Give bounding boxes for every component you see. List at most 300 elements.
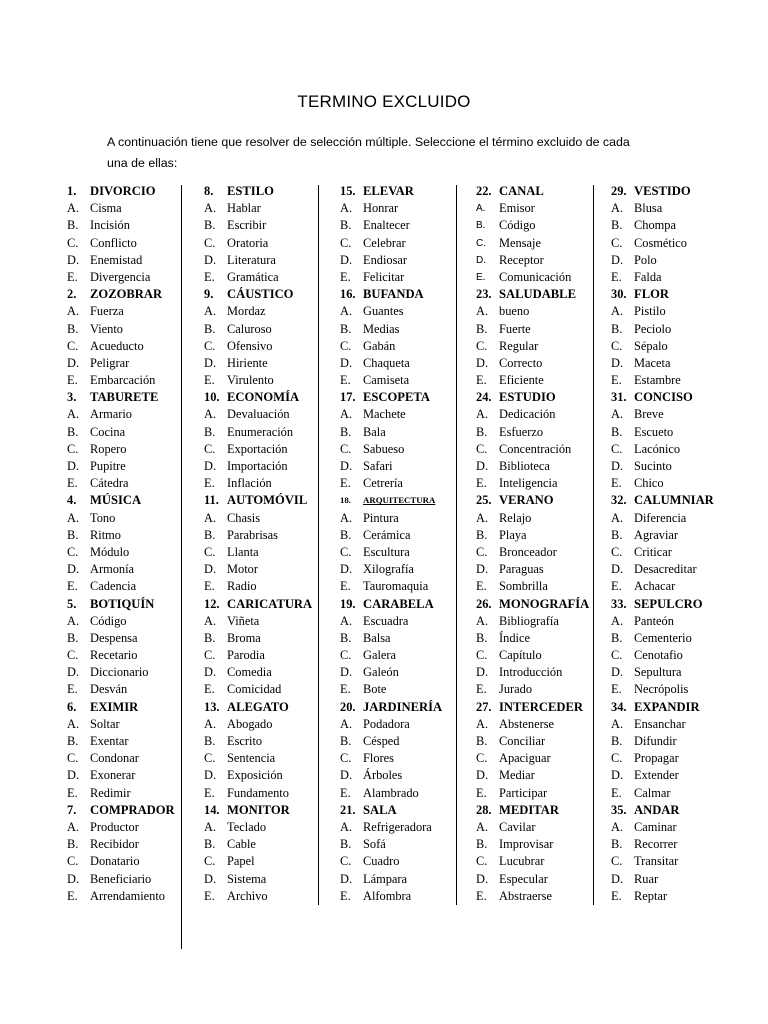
question-number: 8. — [204, 184, 214, 198]
option-text: Escueto — [634, 424, 674, 439]
option-text: Propagar — [634, 751, 679, 766]
option-text: Xilografía — [363, 562, 414, 577]
answer-option — [67, 321, 175, 338]
option-text: Extender — [634, 768, 679, 783]
option-text: Gabán — [363, 338, 396, 353]
option-text: Maceta — [634, 355, 671, 370]
question-heading — [204, 183, 312, 200]
option-letter: A. — [67, 716, 80, 731]
option-letter: B. — [340, 734, 352, 748]
question-number: 6. — [67, 699, 77, 714]
question-heading — [340, 802, 442, 819]
instructions-line-2: una de ellas: — [107, 156, 178, 170]
answer-option — [611, 252, 714, 269]
question-column-3 — [340, 183, 442, 905]
option-text: Conflicto — [90, 235, 137, 250]
instructions-line-1: A continuación tiene que resolver de selección múltiple. Seleccione el término excluido de cada — [107, 135, 630, 149]
question-word: ESTILO — [227, 184, 274, 198]
option-text: Machete — [363, 407, 406, 422]
option-letter: A. — [476, 510, 489, 525]
question-heading — [476, 596, 589, 613]
option-text: Motor — [227, 562, 258, 577]
answer-option — [204, 269, 312, 286]
option-text: Gramática — [227, 269, 279, 284]
question-word: EXIMIR — [90, 699, 139, 714]
option-text: Pupitre — [90, 459, 126, 473]
option-letter: C. — [204, 751, 216, 766]
question-number: 14. — [204, 802, 220, 817]
question-heading — [340, 389, 442, 406]
option-text: Sentencia — [227, 751, 276, 766]
option-letter: D. — [67, 665, 80, 680]
option-text: Escribir — [227, 218, 267, 233]
question-word: EXPANDIR — [634, 699, 700, 714]
option-letter: A. — [67, 819, 80, 834]
question-number: 7. — [67, 802, 77, 817]
option-letter: A. — [204, 819, 217, 834]
answer-option — [611, 836, 714, 853]
column-divider — [181, 185, 182, 949]
option-letter: E. — [67, 476, 78, 491]
question-heading — [204, 699, 312, 716]
option-letter: D. — [204, 459, 217, 473]
question-number: 23. — [476, 287, 492, 302]
option-letter: A. — [340, 819, 353, 834]
question-number: 20. — [340, 699, 356, 714]
answer-option — [476, 269, 589, 286]
option-text: Arrendamiento — [90, 888, 166, 903]
answer-option — [67, 836, 175, 853]
option-letter: A. — [204, 201, 217, 216]
option-text: Abstenerse — [499, 716, 555, 731]
answer-option — [67, 750, 175, 767]
option-text: Bala — [363, 424, 386, 439]
option-text: Galeón — [363, 665, 399, 680]
answer-option — [340, 475, 442, 492]
question-heading — [476, 183, 589, 200]
option-text: Cenotafio — [634, 648, 683, 663]
option-letter: D. — [67, 252, 80, 267]
option-letter: E. — [67, 682, 78, 697]
option-text: Celebrar — [363, 235, 406, 250]
answer-option — [204, 544, 312, 561]
option-text: Introducción — [499, 665, 563, 680]
option-letter: D. — [476, 254, 486, 266]
option-letter: A. — [204, 613, 217, 628]
question-heading — [340, 286, 442, 303]
question-heading — [67, 286, 175, 303]
option-text: Chasis — [227, 510, 261, 525]
option-letter: C. — [67, 441, 79, 456]
option-letter: D. — [204, 355, 217, 370]
answer-option — [67, 871, 175, 888]
option-text: Cetrería — [363, 476, 403, 491]
option-letter: C. — [476, 237, 486, 249]
option-text: Apaciguar — [499, 751, 551, 766]
answer-option — [476, 510, 589, 527]
option-text: Criticar — [634, 544, 672, 559]
question-number: 35. — [611, 802, 627, 817]
question-word: MÚSICA — [90, 493, 142, 508]
answer-option — [340, 647, 442, 664]
answer-option — [67, 441, 175, 458]
option-text: Código — [90, 613, 127, 628]
option-letter: B. — [204, 321, 216, 336]
answer-option — [476, 406, 589, 423]
answer-option — [340, 578, 442, 595]
answer-option — [67, 544, 175, 561]
option-letter: D. — [204, 562, 217, 577]
option-letter: A. — [611, 613, 624, 628]
option-letter: A. — [340, 510, 353, 525]
answer-option — [67, 664, 175, 681]
answer-option — [476, 441, 589, 458]
question-column-4 — [476, 183, 589, 905]
answer-option — [67, 269, 175, 286]
question-word: CALUMNIAR — [634, 493, 714, 508]
answer-option — [67, 613, 175, 630]
option-text: Improvisar — [499, 837, 554, 852]
option-letter: D. — [476, 665, 489, 680]
question-word: FLOR — [634, 287, 669, 302]
option-text: Endiosar — [363, 252, 408, 267]
answer-option — [340, 664, 442, 681]
option-letter: A. — [340, 716, 353, 731]
option-letter: E. — [204, 269, 215, 284]
option-text: Bronceador — [499, 544, 557, 559]
answer-option — [340, 630, 442, 647]
answer-option — [340, 888, 442, 905]
question-word: JARDINERÍA — [363, 699, 443, 714]
option-letter: D. — [611, 665, 624, 680]
question-word: MONOGRAFÍA — [499, 596, 590, 611]
option-text: Ofensivo — [227, 338, 273, 353]
option-text: Concentración — [499, 441, 572, 456]
option-letter: A. — [67, 613, 80, 628]
option-letter: E. — [611, 888, 622, 903]
answer-option — [340, 544, 442, 561]
option-text: Mordaz — [227, 304, 266, 319]
option-letter: B. — [611, 630, 623, 645]
option-letter: D. — [476, 768, 489, 783]
answer-option — [204, 871, 312, 888]
answer-option — [67, 406, 175, 423]
option-letter: C. — [67, 854, 79, 869]
question-column-1 — [67, 183, 175, 905]
answer-option — [340, 613, 442, 630]
option-letter: B. — [476, 321, 488, 336]
option-text: Fundamento — [227, 785, 289, 800]
option-letter: E. — [476, 579, 487, 594]
option-letter: E. — [611, 269, 622, 284]
answer-option — [340, 406, 442, 423]
option-letter: B. — [611, 424, 623, 439]
question-heading — [476, 699, 589, 716]
answer-option — [340, 819, 442, 836]
question-word: AUTOMÓVIL — [227, 493, 308, 508]
option-text: Chaqueta — [363, 355, 410, 370]
option-letter: A. — [476, 819, 489, 834]
option-letter: E. — [204, 579, 215, 594]
question-columns — [0, 183, 768, 953]
question-number: 22. — [476, 184, 492, 198]
answer-option — [67, 716, 175, 733]
answer-option — [67, 853, 175, 870]
option-text: Lámpara — [363, 871, 408, 886]
answer-option — [340, 441, 442, 458]
option-text: Especular — [499, 871, 548, 886]
answer-option — [67, 217, 175, 234]
option-text: Redimir — [90, 785, 131, 800]
option-letter: B. — [340, 424, 352, 439]
column-divider — [593, 185, 594, 905]
question-heading — [67, 183, 175, 200]
option-text: Cisma — [90, 201, 122, 216]
option-text: Escuadra — [363, 613, 409, 628]
question-word: ZOZOBRAR — [90, 287, 163, 302]
option-text: Lacónico — [634, 441, 681, 456]
option-letter: B. — [476, 527, 488, 542]
answer-option — [67, 235, 175, 252]
answer-option — [67, 647, 175, 664]
answer-option — [476, 303, 589, 320]
option-letter: C. — [476, 441, 488, 456]
answer-option — [340, 424, 442, 441]
option-letter: E. — [340, 785, 351, 800]
question-heading — [476, 389, 589, 406]
answer-option — [340, 235, 442, 252]
option-letter: D. — [340, 355, 353, 370]
answer-option — [476, 544, 589, 561]
option-text: Llanta — [227, 544, 259, 559]
option-text: Sucinto — [634, 459, 672, 473]
option-text: Índice — [499, 630, 530, 645]
answer-option — [67, 733, 175, 750]
answer-option — [476, 785, 589, 802]
question-number: 34. — [611, 699, 627, 714]
option-text: Tono — [90, 510, 116, 525]
question-number: 13. — [204, 699, 220, 714]
option-letter: A. — [340, 407, 353, 422]
option-text: Receptor — [499, 252, 544, 267]
option-text: Recibidor — [90, 837, 139, 852]
answer-option — [204, 785, 312, 802]
question-heading — [204, 492, 312, 509]
question-number: 31. — [611, 390, 627, 405]
option-letter: D. — [611, 768, 624, 783]
option-letter: E. — [476, 682, 487, 697]
option-letter: E. — [340, 269, 351, 284]
question-number: 3. — [67, 390, 77, 405]
question-number: 24. — [476, 390, 492, 405]
option-letter: B. — [204, 527, 216, 542]
answer-option — [611, 561, 714, 578]
option-text: Inflación — [227, 476, 272, 491]
answer-option — [340, 458, 442, 475]
option-letter: A. — [611, 716, 624, 731]
question-word: ALEGATO — [227, 699, 289, 714]
answer-option — [476, 613, 589, 630]
option-text: Estambre — [634, 373, 681, 388]
question-heading — [476, 286, 589, 303]
answer-option — [476, 424, 589, 441]
option-text: Safari — [363, 459, 393, 473]
option-text: Soltar — [90, 716, 120, 731]
option-text: Enemistad — [90, 252, 143, 267]
option-text: Flores — [363, 751, 394, 766]
question-word: CÁUSTICO — [227, 287, 294, 302]
answer-option — [204, 664, 312, 681]
option-letter: E. — [204, 476, 215, 491]
option-text: Beneficiario — [90, 871, 152, 886]
option-text: Importación — [227, 459, 288, 473]
option-letter: D. — [611, 355, 624, 370]
answer-option — [476, 716, 589, 733]
answer-option — [67, 372, 175, 389]
option-letter: B. — [67, 527, 79, 542]
option-text: Diccionario — [90, 665, 149, 680]
option-letter: A. — [67, 407, 80, 422]
option-letter: D. — [476, 871, 489, 886]
answer-option — [204, 200, 312, 217]
option-text: Recorrer — [634, 837, 678, 852]
option-text: Peciolo — [634, 321, 672, 336]
option-letter: D. — [611, 459, 624, 473]
answer-option — [611, 200, 714, 217]
question-heading — [67, 699, 175, 716]
question-heading — [67, 596, 175, 613]
question-word: ELEVAR — [363, 184, 414, 198]
answer-option — [204, 441, 312, 458]
option-letter: C. — [204, 854, 216, 869]
answer-option — [204, 733, 312, 750]
question-number: 32. — [611, 493, 627, 508]
answer-option — [204, 578, 312, 595]
answer-option — [611, 458, 714, 475]
question-heading — [611, 699, 714, 716]
answer-option — [340, 733, 442, 750]
option-text: Esfuerzo — [499, 424, 544, 439]
answer-option — [204, 647, 312, 664]
answer-option — [611, 578, 714, 595]
option-letter: E. — [340, 888, 351, 903]
option-letter: C. — [204, 648, 216, 663]
option-letter: C. — [204, 235, 216, 250]
answer-option — [67, 527, 175, 544]
option-letter: B. — [204, 424, 216, 439]
answer-option — [67, 200, 175, 217]
option-text: Camiseta — [363, 373, 410, 388]
option-text: Cable — [227, 837, 256, 852]
answer-option — [340, 785, 442, 802]
question-word: CANAL — [499, 184, 544, 198]
answer-option — [611, 441, 714, 458]
option-text: Armonía — [90, 562, 135, 577]
option-text: Paraguas — [499, 562, 544, 577]
question-number: 33. — [611, 596, 627, 611]
option-text: Exentar — [90, 734, 129, 748]
option-letter: C. — [67, 338, 79, 353]
option-text: Honrar — [363, 201, 399, 216]
answer-option — [611, 819, 714, 836]
option-letter: A. — [476, 304, 489, 319]
answer-option — [476, 561, 589, 578]
option-letter: C. — [340, 648, 352, 663]
answer-option — [476, 871, 589, 888]
answer-option — [204, 217, 312, 234]
option-text: Cosmético — [634, 235, 687, 250]
option-text: Mensaje — [499, 235, 541, 250]
question-word: ECONOMÍA — [227, 390, 300, 405]
option-text: Diferencia — [634, 510, 687, 525]
question-number: 19. — [340, 596, 356, 611]
option-text: Eficiente — [499, 373, 544, 388]
answer-option — [476, 853, 589, 870]
option-text: Archivo — [227, 888, 268, 903]
answer-option — [204, 716, 312, 733]
question-heading — [611, 183, 714, 200]
option-letter: D. — [204, 768, 217, 783]
answer-option — [611, 372, 714, 389]
option-text: bueno — [499, 304, 530, 319]
option-letter: D. — [204, 665, 217, 680]
option-text: Alfombra — [363, 888, 412, 903]
option-text: Sépalo — [634, 338, 668, 353]
option-text: Abstraerse — [499, 888, 552, 903]
answer-option — [67, 510, 175, 527]
option-text: Literatura — [227, 252, 276, 267]
question-word: DIVORCIO — [90, 184, 156, 198]
answer-option — [204, 458, 312, 475]
option-letter: C. — [340, 338, 352, 353]
answer-option — [476, 767, 589, 784]
option-letter: D. — [67, 871, 80, 886]
option-letter: E. — [67, 579, 78, 594]
answer-option — [611, 510, 714, 527]
answer-option — [340, 681, 442, 698]
option-letter: A. — [340, 201, 353, 216]
question-number: 26. — [476, 596, 492, 611]
question-word: SALUDABLE — [499, 287, 576, 302]
answer-option — [204, 252, 312, 269]
option-letter: A. — [204, 407, 217, 422]
option-text: Comicidad — [227, 682, 282, 697]
option-letter: B. — [476, 630, 488, 645]
option-letter: E. — [611, 476, 622, 491]
option-text: Biblioteca — [499, 459, 550, 473]
answer-option — [476, 321, 589, 338]
option-letter: B. — [340, 321, 352, 336]
option-text: Oratoria — [227, 235, 269, 250]
answer-option — [204, 681, 312, 698]
option-letter: C. — [204, 544, 216, 559]
option-letter: A. — [476, 203, 486, 215]
option-text: Achacar — [634, 579, 676, 594]
option-text: Donatario — [90, 854, 140, 869]
question-number: 5. — [67, 596, 77, 611]
option-letter: E. — [476, 785, 487, 800]
option-letter: C. — [476, 338, 488, 353]
question-heading — [204, 286, 312, 303]
option-letter: B. — [611, 218, 623, 233]
option-letter: E. — [476, 271, 486, 283]
option-letter: B. — [204, 837, 216, 852]
question-number: 12. — [204, 596, 220, 611]
answer-option — [340, 217, 442, 234]
option-letter: D. — [67, 768, 80, 783]
question-heading — [476, 802, 589, 819]
option-text: Alambrado — [363, 785, 419, 800]
